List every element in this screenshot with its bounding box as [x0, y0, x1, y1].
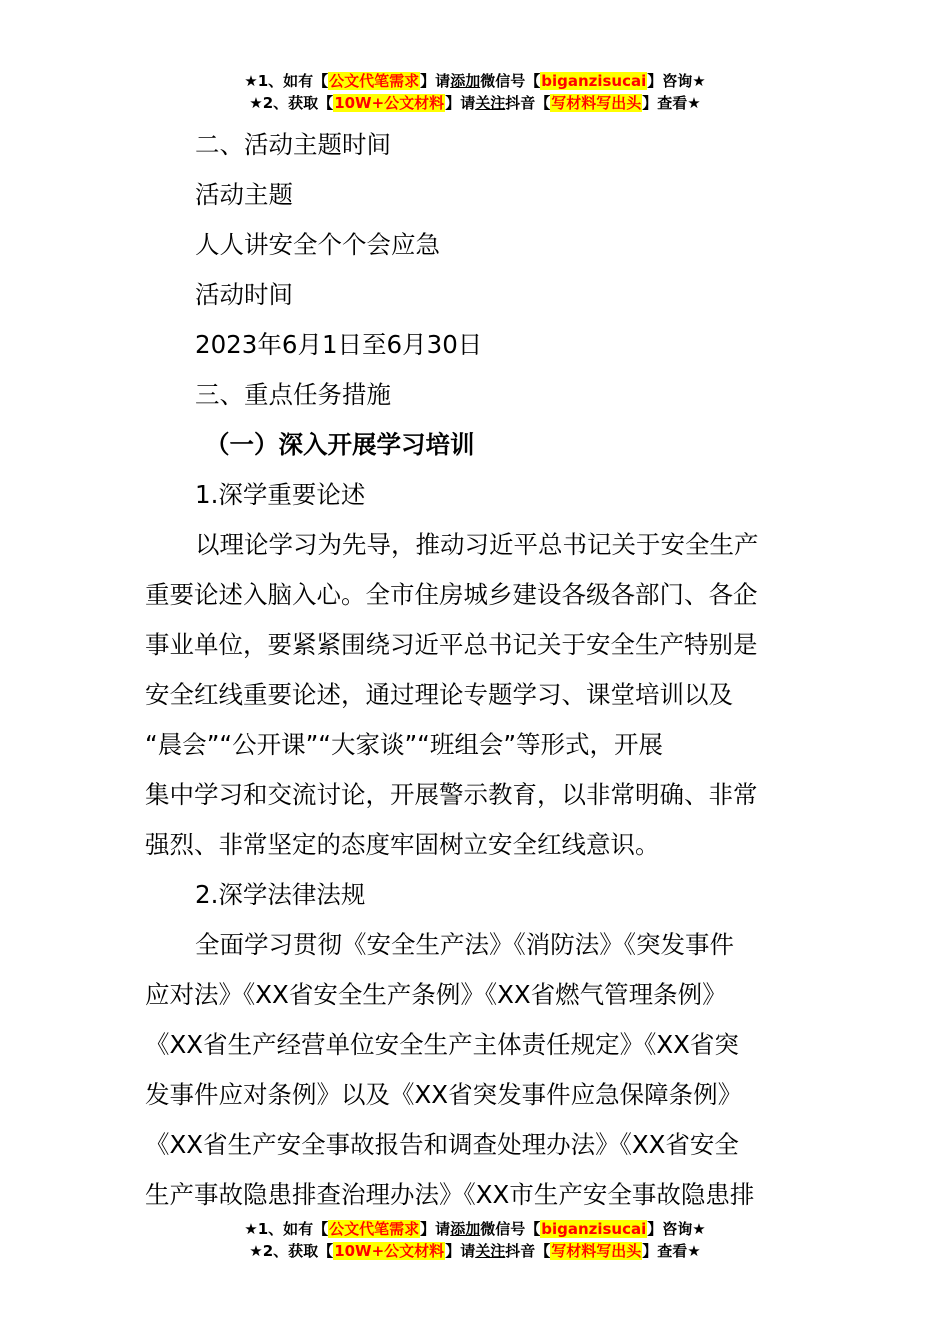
banner-underlined: 添加 [450, 1220, 481, 1238]
banner-highlight: 10W+公文材料 [334, 94, 445, 112]
paragraph-line: 以理论学习为先导，推动习近平总书记关于安全生产 [195, 530, 759, 559]
footer-banner [0, 1218, 950, 1262]
paragraph-line: 重要论述入脑入心。全市住房城乡建设各级各部门、各企 [145, 580, 758, 609]
banner-highlight: 写材料写出头 [551, 94, 642, 112]
banner-text: 微信号【 [480, 1220, 541, 1238]
theme-label: 活动主题 [195, 180, 293, 209]
banner-line-2 [0, 1240, 950, 1262]
banner-text: ★2、获取【 [249, 94, 334, 112]
banner-text: 】请 [420, 1220, 451, 1238]
banner-text: 】请 [445, 1242, 476, 1260]
banner-text: 抖音【 [505, 1242, 551, 1260]
paragraph-line: 集中学习和交流讨论，开展警示教育，以非常明确、非常 [145, 780, 758, 809]
banner-underlined: 关注 [475, 94, 506, 112]
document-body [145, 120, 810, 1220]
item-1-paragraph [145, 520, 810, 870]
paragraph-line: 《XX省生产安全事故报告和调查处理办法》《XX省安全 [145, 1130, 739, 1159]
paragraph-line: 强烈、非常坚定的态度牢固树立安全红线意识。 [145, 830, 660, 859]
paragraph-line: 事业单位，要紧紧围绕习近平总书记关于安全生产特别是 [145, 630, 758, 659]
banner-highlight: biganzisucai [541, 1220, 647, 1238]
header-banner [0, 70, 950, 114]
paragraph-line: 应对法》《XX省安全生产条例》《XX省燃气管理条例》 [145, 980, 727, 1009]
paragraph-line: 生产事故隐患排查治理办法》《XX市生产安全事故隐患排 [145, 1180, 755, 1209]
paragraph-line: 发事件应对条例》以及《XX省突发事件应急保障条例》 [145, 1080, 743, 1109]
banner-text: ★1、如有【 [244, 1220, 329, 1238]
theme-value: 人人讲安全个个会应急 [195, 230, 440, 259]
banner-highlight: 公文代笔需求 [329, 72, 420, 90]
section-3-title: 三、重点任务措施 [195, 380, 391, 409]
subsection-1-title: （一）深入开展学习培训 [205, 430, 475, 459]
banner-text: 】咨询★ [647, 1220, 706, 1238]
paragraph-line: 《XX省生产经营单位安全生产主体责任规定》《XX省突 [145, 1030, 739, 1059]
banner-text: 微信号【 [480, 72, 541, 90]
banner-text: 】查看★ [642, 1242, 701, 1260]
banner-text: 】请 [420, 72, 451, 90]
item-2-title: 2.深学法律法规 [195, 880, 366, 909]
banner-text: 】请 [445, 94, 476, 112]
paragraph-line: 安全红线重要论述，通过理论专题学习、课堂培训以及 [145, 680, 733, 709]
banner-text: ★1、如有【 [244, 72, 329, 90]
banner-text: ★2、获取【 [249, 1242, 334, 1260]
banner-text: 】查看★ [642, 94, 701, 112]
banner-text: 抖音【 [505, 94, 551, 112]
banner-highlight: 公文代笔需求 [329, 1220, 420, 1238]
banner-line-1 [0, 70, 950, 92]
banner-line-1 [0, 1218, 950, 1240]
banner-underlined: 添加 [450, 72, 481, 90]
time-value: 2023年6月1日至6月30日 [195, 330, 483, 359]
item-1-title: 1.深学重要论述 [195, 480, 366, 509]
banner-highlight: 写材料写出头 [551, 1242, 642, 1260]
section-2-title: 二、活动主题时间 [195, 130, 391, 159]
banner-underlined: 关注 [475, 1242, 506, 1260]
paragraph-line: “晨会”“公开课”“大家谈”“班组会”等形式，开展 [145, 730, 664, 759]
time-label: 活动时间 [195, 280, 293, 309]
banner-highlight: 10W+公文材料 [334, 1242, 445, 1260]
banner-text: 】咨询★ [647, 72, 706, 90]
paragraph-line: 全面学习贯彻《安全生产法》《消防法》《突发事件 [195, 930, 734, 959]
item-2-paragraph [145, 920, 810, 1220]
banner-line-2 [0, 92, 950, 114]
banner-highlight: biganzisucai [541, 72, 647, 90]
